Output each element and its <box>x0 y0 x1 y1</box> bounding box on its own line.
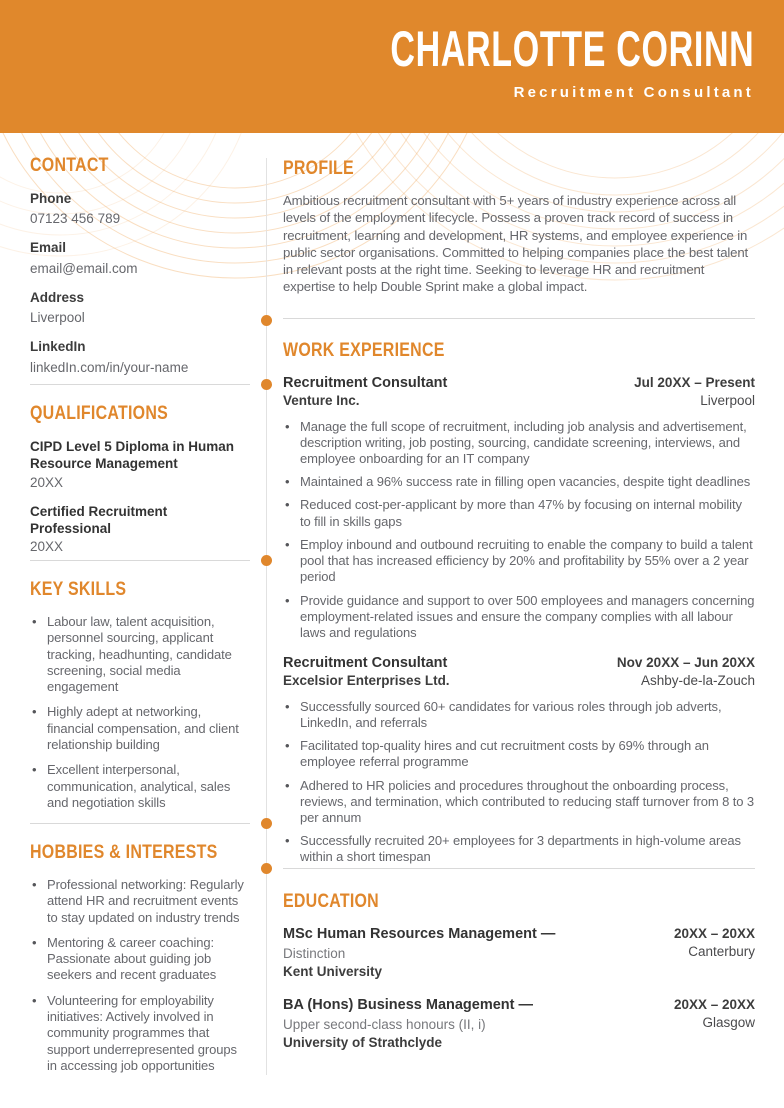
skill-item: • Labour law, talent acquisition, personnel sourcing, applicant tracking, headhunting, candidate screening, social media engagement <box>30 614 250 695</box>
section-divider <box>30 823 250 824</box>
hobby-item: • Professional networking: Regularly attend HR and recruitment events to stay updated on industry trends <box>30 877 250 926</box>
phone-label: Phone <box>30 191 72 206</box>
profile-heading: PROFILE <box>283 158 354 179</box>
job-entry <box>283 374 755 641</box>
qualification-year: 20XX <box>30 474 64 490</box>
timeline-dot <box>261 818 272 829</box>
email-value: email@email.com <box>30 260 138 276</box>
contact-heading: CONTACT <box>30 155 109 176</box>
degree-title: BA (Hons) Business Management — <box>283 996 534 1013</box>
hobbies-section <box>30 842 250 1083</box>
job-dates: Nov 20XX – Jun 20XX <box>616 655 755 671</box>
job-location: Ashby-de-la-Zouch <box>640 673 755 689</box>
education-dates: 20XX – 20XX <box>673 996 755 1012</box>
degree-title: MSc Human Resources Management — <box>283 926 556 942</box>
contact-section <box>30 155 250 388</box>
skill-item: • Highly adept at networking, financial compensation, and client relationship building <box>30 704 250 753</box>
job-title: Recruitment Consultant <box>283 375 448 391</box>
phone-value: 07123 456 789 <box>30 211 121 227</box>
qualification-year: 20XX <box>30 539 64 555</box>
timeline-dot <box>261 555 272 566</box>
job-entry <box>283 654 755 866</box>
person-job-title: Recruitment Consultant <box>513 84 754 101</box>
skill-item: • Excellent interpersonal, communication, analytical, sales and negotiation skills <box>30 762 250 811</box>
job-bullet: • Manage the full scope of recruitment, including job analysis and advertisement, description writing, job posting, sourcing, candidate screening, interviews, and employee onboarding for an IT company <box>283 419 755 468</box>
timeline-dot <box>261 379 272 390</box>
header-band <box>0 0 784 133</box>
hobby-item: • Mentoring & career coaching: Passionate about guiding job seekers and recent graduates <box>30 935 250 984</box>
linkedin-value: linkedIn.com/in/your-name <box>30 359 189 375</box>
degree-grade: Upper second-class honours (II, i) <box>283 1016 486 1032</box>
education-location: Glasgow <box>702 1015 755 1031</box>
job-bullet: • Reduced cost-per-applicant by more than 47% by focusing on internal mobility to fill in skills gaps <box>283 497 755 529</box>
qualification-item <box>30 438 250 490</box>
education-dates: 20XX – 20XX <box>673 926 755 941</box>
qualification-title: Certified Recruitment Professional <box>30 503 168 536</box>
contact-linkedin <box>30 338 250 376</box>
job-bullet: • Provide guidance and support to over 500 employees and managers concerning employment-related issues and ensure the company complies with all labour laws and regulations <box>283 593 755 642</box>
column-divider <box>266 158 267 1075</box>
timeline-dot <box>261 315 272 326</box>
school-name: University of Strathclyde <box>283 1035 443 1051</box>
profile-text: Ambitious recruitment consultant with 5+ years of industry experience across all levels of the employment lifecycle. Possess a proven track record of success in recruitment, learning and development, HR systems, and employee experience in public sector organisations. Committed to helping companies place the best talent in relevant posts at the right time. Seeking to leverage HR and recruitment expertise to help Double Sprint make a global impact. <box>283 193 749 295</box>
person-name: CHARLOTTE CORINN <box>389 21 754 77</box>
education-entry <box>283 996 755 1052</box>
education-location: Canterbury <box>688 944 755 960</box>
qualifications-section <box>30 403 250 567</box>
education-entry <box>283 925 755 981</box>
education-heading: EDUCATION <box>283 891 379 912</box>
qualification-item <box>30 503 250 555</box>
linkedin-label: LinkedIn <box>30 339 86 355</box>
qualifications-heading: QUALIFICATIONS <box>30 403 168 424</box>
address-label: Address <box>30 289 85 305</box>
section-divider <box>283 318 755 319</box>
job-bullet: • Adhered to HR policies and procedures throughout the onboarding process, reviews, and termination, which contributed to reducing staff turnover from 8 to 3 per annum <box>283 778 755 827</box>
job-bullet: • Maintained a 96% success rate in filling open vacancies, despite tight deadlines <box>283 474 755 490</box>
job-bullet: • Employ inbound and outbound recruiting to enable the company to build a talent pool that has increased efficiency by 20% and profitability by 55% over a 2 year period <box>283 537 755 586</box>
job-company: Venture Inc. <box>283 393 360 409</box>
contact-phone <box>30 190 250 228</box>
address-value: Liverpool <box>30 310 85 326</box>
key-skills-section <box>30 579 250 820</box>
key-skills-heading: KEY SKILLS <box>30 579 127 600</box>
degree-grade: Distinction <box>283 945 346 961</box>
hobby-item: • Volunteering for employability initiatives: Actively involved in community programmes that support underrepresented groups in accessing job opportunities <box>30 993 250 1074</box>
job-location: Liverpool <box>700 393 755 409</box>
education-section <box>283 891 755 1067</box>
contact-email <box>30 239 250 277</box>
profile-section <box>283 158 755 296</box>
qualification-title: CIPD Level 5 Diploma in Human Resource Management <box>30 439 235 472</box>
job-title: Recruitment Consultant <box>283 655 448 672</box>
work-experience-heading: WORK EXPERIENCE <box>283 340 445 361</box>
job-bullet: • Successfully recruited 20+ employees for 3 departments in high-volume areas within a short timespan <box>283 833 755 865</box>
job-dates: Jul 20XX – Present <box>634 375 755 390</box>
email-label: Email <box>30 240 67 256</box>
job-bullet: • Successfully sourced 60+ candidates for various roles through job adverts, LinkedIn, and referrals <box>283 699 755 731</box>
job-bullet: • Facilitated top-quality hires and cut recruitment costs by 69% through an employee referral programme <box>283 738 755 770</box>
job-company: Excelsior Enterprises Ltd. <box>283 673 450 689</box>
school-name: Kent University <box>283 964 383 980</box>
hobbies-heading: HOBBIES & INTERESTS <box>30 842 218 863</box>
work-experience-section <box>283 340 755 879</box>
contact-address <box>30 289 250 327</box>
timeline-dot <box>261 863 272 874</box>
